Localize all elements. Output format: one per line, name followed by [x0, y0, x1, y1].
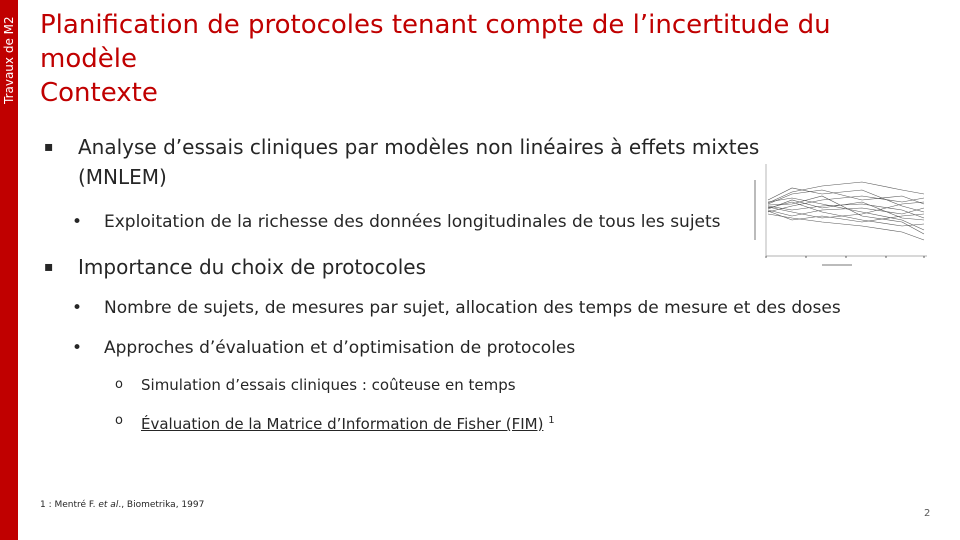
dot-bullet-icon: •: [72, 212, 83, 232]
circle-bullet-icon: o: [115, 377, 123, 392]
title-line-3: Contexte: [40, 78, 158, 108]
square-bullet-icon: ▪: [44, 139, 54, 155]
sub-bullet-subjects-text: Nombre de sujets, de mesures par sujet, allocation des temps de mesure et des doses: [104, 298, 841, 318]
sub-bullet-approaches-text: Approches d’évaluation et d’optimisation de protocoles: [104, 338, 576, 358]
title-line-1: Planification de protocoles tenant compte de l’incertitude du: [40, 10, 831, 40]
sub-sub-bullet-simulation-text: Simulation d’essais cliniques : coûteuse en temps: [141, 376, 516, 394]
dot-bullet-icon: •: [72, 338, 83, 358]
footnote: [40, 500, 204, 510]
circle-bullet-icon: o: [115, 413, 123, 428]
sub-bullet-exploitation-text: Exploitation de la richesse des données longitudinales de tous les sujets: [104, 212, 721, 232]
title-line-2: modèle: [40, 44, 137, 74]
footnote-prefix: 1 : Mentré F.: [40, 500, 99, 510]
longitudinal-profiles-thumbnail: [752, 160, 930, 272]
page-number: 2: [924, 508, 931, 519]
footnote-italic: et al: [98, 500, 119, 510]
sidebar-label: Travaux de M2: [2, 16, 16, 104]
square-bullet-icon: ▪: [44, 259, 54, 275]
dot-bullet-icon: •: [72, 298, 83, 318]
bullet-importance-text: Importance du choix de protocoles: [78, 255, 427, 279]
fim-link[interactable]: Évaluation de la Matrice d’Information de Fisher (FIM): [141, 415, 544, 433]
bullet-analysis-line-1: Analyse d’essais cliniques par modèles non linéaires à effets mixtes: [78, 135, 760, 159]
footnote-ref: 1: [548, 415, 555, 426]
footnote-suffix: ., Biometrika, 1997: [118, 500, 205, 510]
bullet-analysis-line-2: (MNLEM): [78, 165, 167, 189]
